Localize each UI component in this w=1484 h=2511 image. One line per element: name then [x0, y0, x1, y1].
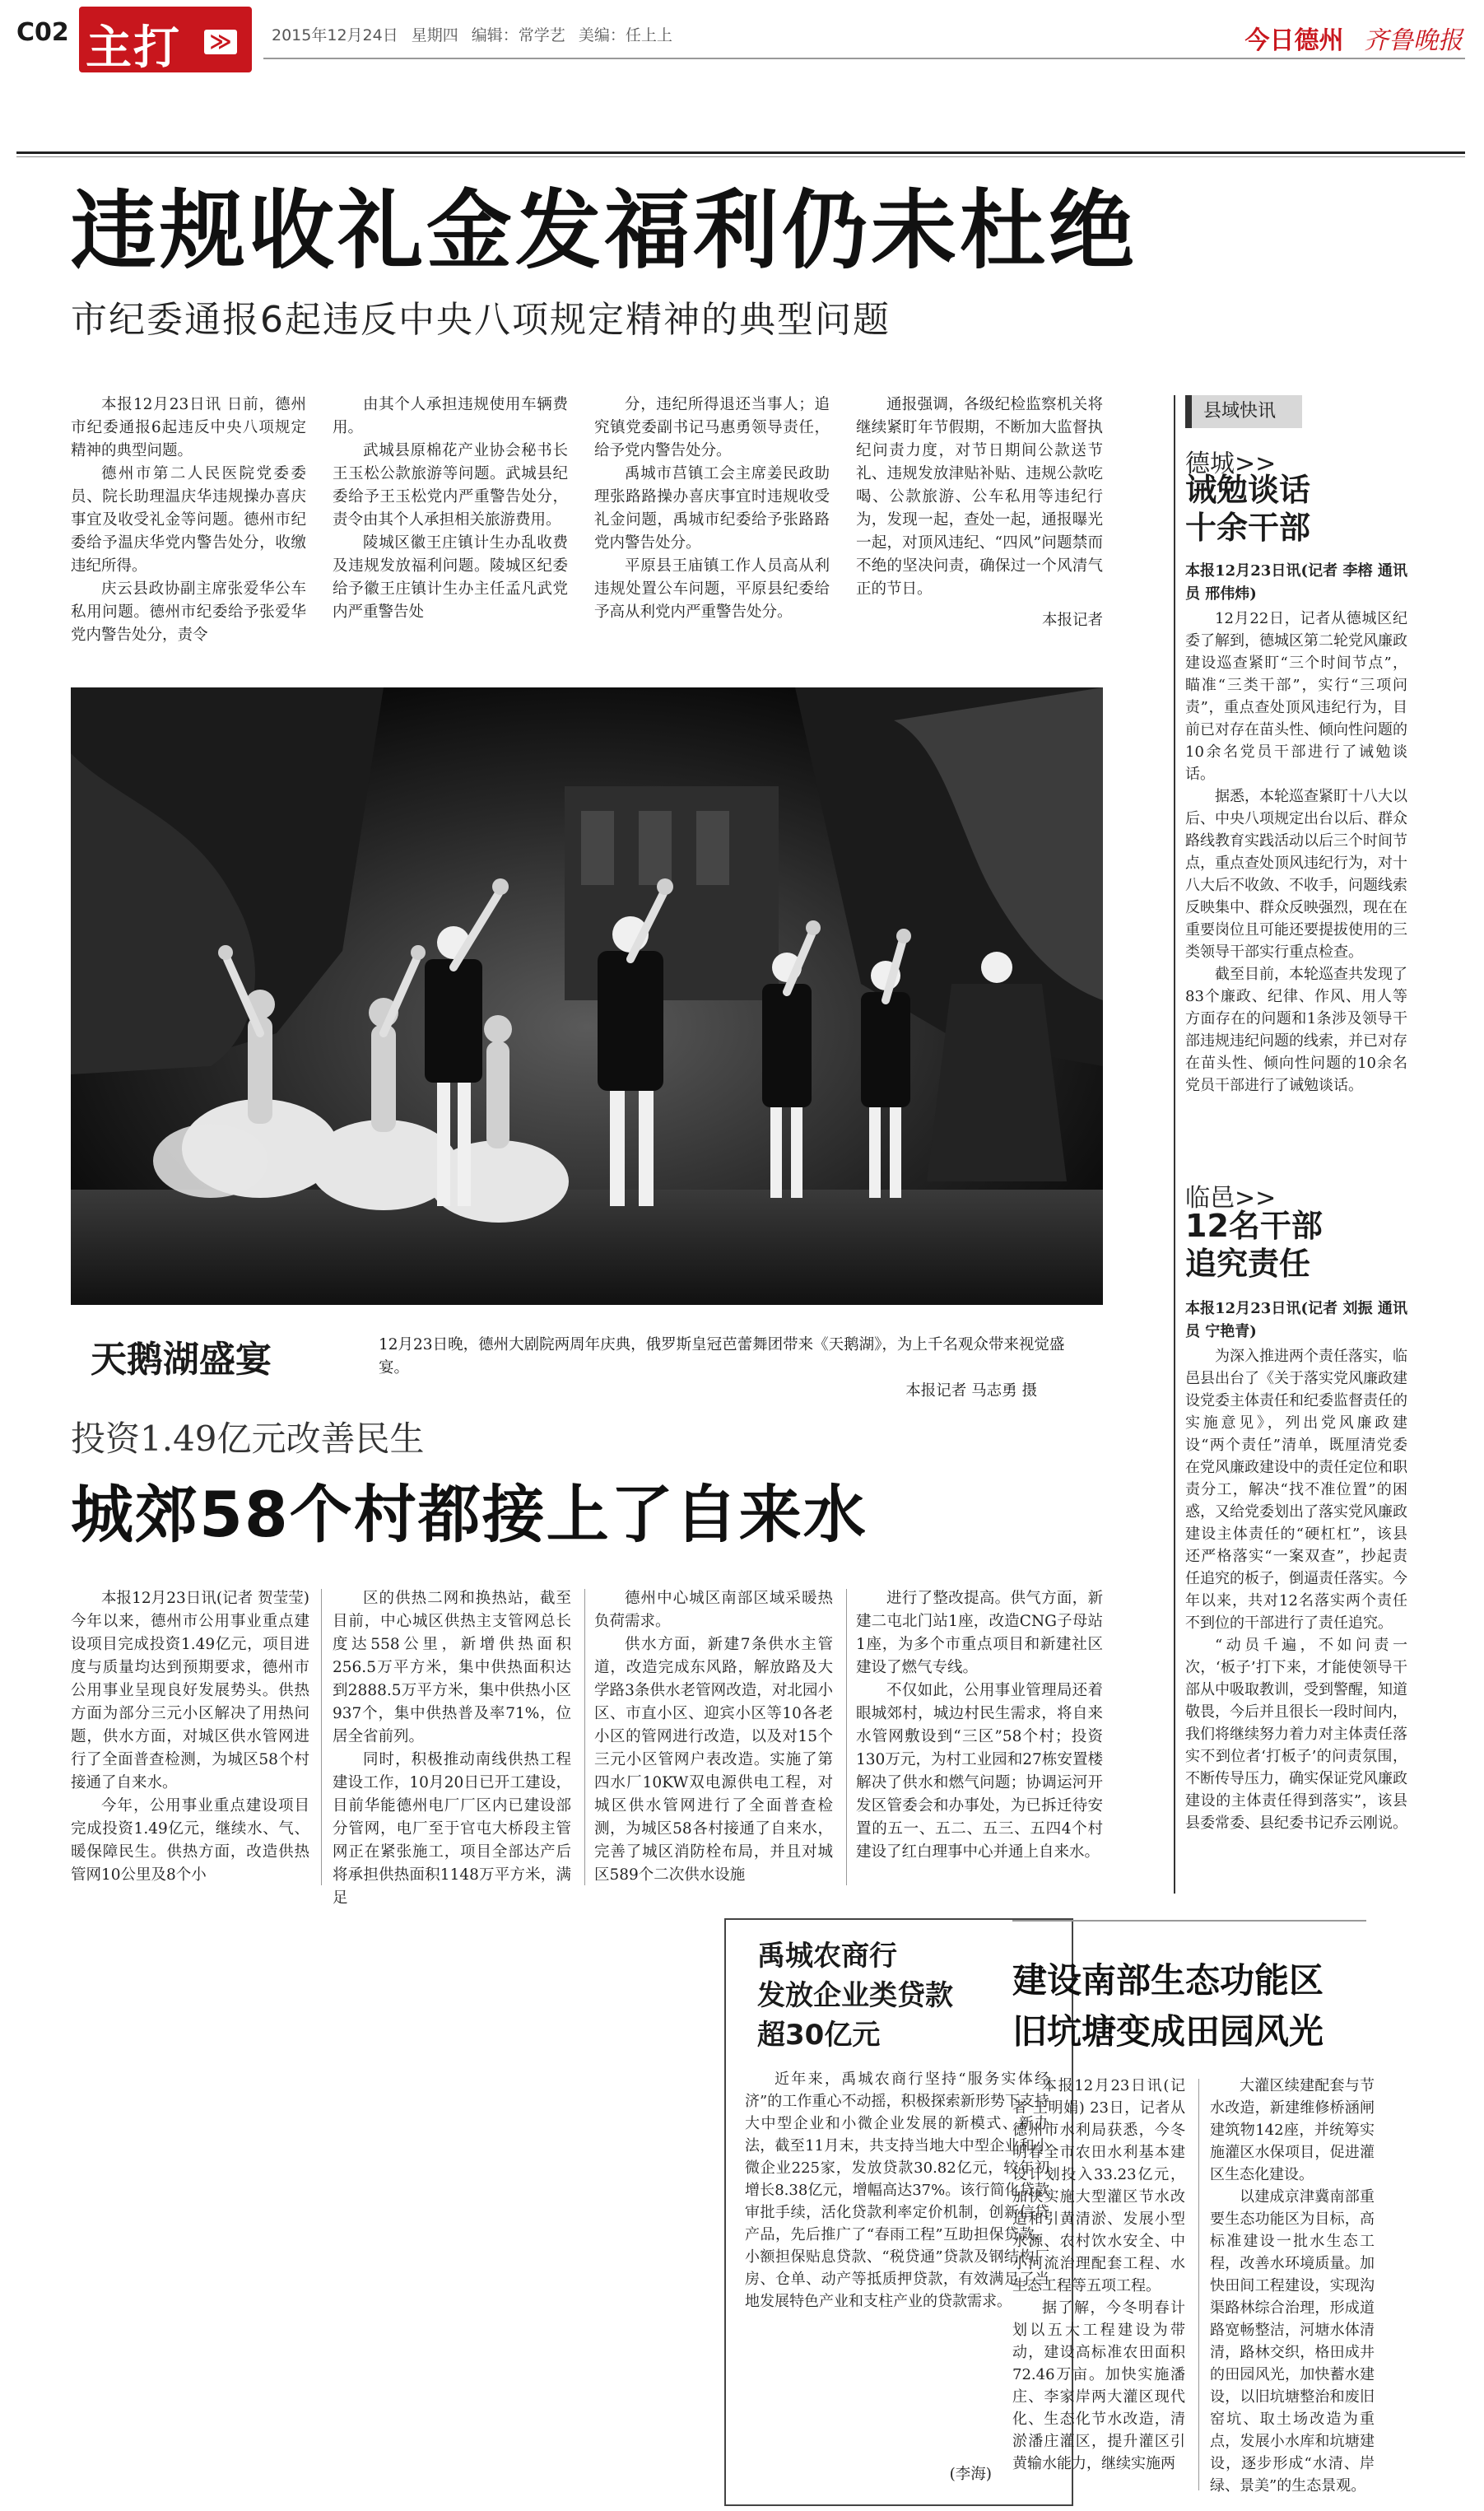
paragraph: 不仅如此，公用事业管理局还着眼城郊村，城边村民生需求，将自来水管网敷设到“三区”58个村；投资130万元，为村工业园和27栋安置楼解决了供水和燃气问题；协调运河开发区管委会和办事处，为已拆迁待安置的五一、五二、五三、五四4个村建设了红白理事中心并通上自来水。 [856, 1682, 1103, 1861]
headline-line: 12名干部 [1185, 1208, 1323, 1244]
paragraph: 近年来，禹城农商行坚持“服务实体经济”的工作重心不动摇，积极探索新形势下支持大中型企业和小微企业发展的新模式、新办法，截至11月末，共支持当地大中型企业和小微企业225家，发放贷款30.82亿元，较年初增长8.38亿元，增幅高达37%。该行简化贷款审批手续，活化贷款利率定价机制，创新信贷产品，先后推广了“春雨工程”互助担保贷款、小额担保贴息贷款、“税贷通”贷款及钢结构厂房、仓单、动产等抵质押贷款，有效满足了当地发展特色产业和支柱产业的贷款需求。 [745, 2071, 1049, 2310]
story2-headline: 城郊58个村都接上了自来水 [71, 1478, 868, 1551]
paragraph: 据了解，今冬明春计划以五大工程建设为带动，建设高标准农田面积72.46万亩。加快实施潘庄、李家岸两大灌区现代化、生态化节水改造，清淤潘庄灌区，提升灌区引黄输水能力，继续实施两 [1012, 2299, 1185, 2472]
headline-line: 十余干部 [1185, 510, 1311, 546]
page-number: C02 [16, 18, 69, 47]
box-story-byline: (李海) [949, 2466, 992, 2483]
story2-divider [584, 1589, 585, 1885]
story1-byline: 本报记者 [1041, 612, 1103, 629]
story2-column-4 [856, 1587, 1103, 1890]
paragraph: 据悉，本轮巡查紧盯十八大以后、中央八项规定出台以后、群众路线教育实践活动以后三个时间节点，重点查处顶风违纪行为，对十八大后不收敛、不收手，问题线索反映集中、群众反映强烈，现在在重要岗位且可能还要提拔使用的三类领导干部实行重点检查。 [1185, 788, 1407, 961]
sidebar-item2-headline [1185, 1207, 1323, 1283]
paragraph: 大灌区续建配套与节水改造，新建维修桥涵闸建筑物142座，并统筹实施灌区水保项目，促进灌区生态化建设。 [1210, 2077, 1375, 2183]
paragraph: 供水方面，新建7条供水主管道，改造完成东风路，解放路及大学路3条供水老管网改造，对北园小区、市直小区、迎宾小区等10各老小区的管网进行改造，以及对15个三元小区管网户表改造。实施了第四水厂10KW双电源供电工程，对城区供水管网进行了全面普查检测，为城区58各村接通了自来水，完善了城区消防栓布局，并且对城区589个二次供水设施 [594, 1636, 833, 1884]
headline-line: 禹城农商行 [757, 1940, 897, 1973]
masthead [1245, 20, 1463, 56]
story3-top-rule [1012, 1920, 1366, 1922]
story2-column-2 [333, 1587, 571, 1907]
sidebar-item1-headline [1185, 471, 1310, 547]
paragraph: 陵城区徽王庄镇计生办乱收费及违规发放福利问题。陵城区纪委给予徽王庄镇计生办主任孟凡武党内严重警告处 [333, 534, 568, 621]
paragraph: 区的供热二网和换热站，截至目前，中心城区供热主支管网总长度达558公里，新增供热面积256.5万平方米，集中供热面积达到2888.5万平方米，集中供热小区937个，集中供热普及率71%，位居全省前列。 [333, 1590, 571, 1745]
header-rule-thin [16, 156, 1465, 157]
story1-column-3 [594, 394, 830, 649]
paragraph: 分，违纪所得退还当事人；追究镇党委副书记马惠勇领导责任，给予党内警告处分。 [594, 396, 830, 459]
sidebar-rule [1174, 395, 1175, 1894]
paragraph: 庆云县政协副主席张爱华公车私用问题。德州市纪委给予张爱华党内警告处分，责令 [71, 580, 306, 644]
paragraph: 12月22日，记者从德城区纪委了解到，德城区第二轮党风廉政建设巡查紧盯“三个时间节点”，瞄准“三类干部”，实行“三项问责”，重点查处顶风违纪行为，目前已对存在苗头性、倾向性问题的10余名党员干部进行了诫勉谈话。 [1185, 610, 1407, 783]
ballet-photo [71, 687, 1103, 1305]
masthead-paper: 齐鲁晚报 [1364, 26, 1463, 55]
paragraph: 本报12月23日讯(记者 贺莹莹) 今年以来，德州市公用事业重点建设项目完成投资1.49亿元，项目进度与质量均达到预期要求，德州市公用事业呈现良好发展势头。供热方面为部分三元小区解决了用热问题，供水方面，对城区供水管网进行了全面普查检测，为城区58个村接通了自来水。 [71, 1590, 309, 1791]
sidebar-item1-body [1185, 608, 1407, 1184]
paragraph: 德州市第二人民医院党委委员、院长助理温庆华违规操办喜庆事宜及收受礼金等问题。德州市纪委给予温庆华党内警告处分，收缴违纪所得。 [71, 465, 306, 575]
story1-headline: 违规收礼金发福利仍未杜绝 [71, 180, 1138, 281]
photo-credit: 本报记者 马志勇 摄 [905, 1382, 1037, 1400]
paragraph: 本报12月23日讯 日前，德州市纪委通报6起违反中央八项规定精神的典型问题。 [71, 396, 306, 459]
paragraph: “动员千遍，不如问责一次，‘板子’打下来，才能使领导干部从中吸取教训，受到警醒，知道敬畏，今后并且很长一段时间内，我们将继续努力着力对主体责任落实不到位者‘打板子’的问责氛围，不断传导压力，确实保证党风廉政建设的主体责任得到落实”，该县县委常委、县纪委书记乔云刚说。 [1185, 1637, 1407, 1832]
paragraph: 为深入推进两个责任落实，临邑县出台了《关于落实党风廉政建设党委主体责任和纪委监督责任的实施意见》，列出党风廉政建设“两个责任”清单，既厘清党委在党风廉政建设中的责任定位和职责分工，解决“找不准位置”的困惑，又给党委划出了落实党风廉政建设主体责任的“硬杠杠”，该县还严格落实“一案双查”，抄起责任追究的板子，倒逼责任落实。今年以来，共对12名落实两个责任不到位的干部进行了责任追究。 [1185, 1348, 1407, 1632]
paragraph: 德州中心城区南部区域采暖热负荷需求。 [594, 1590, 833, 1630]
story2-divider [846, 1589, 847, 1885]
masthead-label: 今日德州 [1244, 26, 1344, 55]
paragraph: 以建成京津冀南部重要生态功能区为目标，高标准建设一批水生态工程，改善水环境质量。加快田间工程建设，实现沟渠路林综合治理，形成道路宽畅整洁，河塘水体清清，路林交织，格田成井的田园风光，加快蓄水建设，以旧坑塘整治和废旧窑坑、取土场改造为重点，发展小水库和坑塘建设，逐步形成“水清、岸绿、景美”的生态景观。 [1210, 2188, 1375, 2495]
paragraph: 通报强调，各级纪检监察机关将继续紧盯年节假期，不断加大监督执纪问责力度，对节日期间公款送节礼、违规发放津贴补贴、违规公款吃喝、公款旅游、公车私用等违纪行为，发现一起，查处一起，通报曝光一起，对顶风违纪、“四风”问题禁而不绝的坚决问责，确保过一个风清气正的节日。 [856, 396, 1103, 598]
story1-column-1 [71, 394, 306, 649]
photo-title: 天鹅湖盛宴 [91, 1339, 272, 1381]
issue-meta: 2015年12月24日 星期四 编辑：常学艺 美编：任上上 [272, 26, 672, 44]
story1-subhead: 市纪委通报6起违反中央八项规定精神的典型问题 [71, 299, 891, 341]
story2-column-3 [594, 1587, 833, 1890]
box-story-headline [757, 1936, 953, 2055]
paragraph: 平原县王庙镇工作人员高从利违规处置公车问题，平原县纪委给予高从利党内严重警告处分。 [594, 557, 830, 621]
header-rule [16, 151, 1465, 154]
photo-caption [379, 1334, 1086, 1403]
headline-line: 建设南部生态功能区 [1012, 1960, 1324, 2001]
story2-divider [321, 1589, 322, 1885]
headline-line: 旧坑塘变成田园风光 [1012, 2011, 1324, 2052]
section-title: 主打 [86, 21, 181, 75]
story3-column-1 [1012, 2075, 1185, 2495]
headline-line: 发放企业类贷款 [757, 1979, 953, 2012]
paragraph: 同时，积极推动南线供热工程建设工作，10月20日已开工建设，目前华能德州电厂厂区内已建设部分管网，电厂至于官屯大桥段主管网正在紧张施工，项目全部达产后将承担供热面积1148万平方米，满足 [333, 1751, 571, 1907]
header-underline [263, 58, 1465, 59]
story3-column-2 [1210, 2075, 1375, 2495]
story3-headline [1012, 1955, 1324, 2057]
sidebar-category: 县域快讯 [1185, 395, 1302, 428]
story3-divider [1198, 2079, 1199, 2490]
sidebar-item1-city: 德城>> [1185, 450, 1277, 478]
headline-line: 诫勉谈话 [1185, 472, 1311, 508]
headline-line: 追究责任 [1185, 1246, 1311, 1282]
story1-column-2 [333, 394, 568, 649]
sidebar-item1-byline: 本报12月23日讯(记者 李榕 通讯员 邢伟炜) [1185, 562, 1407, 603]
paragraph: 今年，公用事业重点建设项目完成投资1.49亿元，继续水、气、暖保障民生。供热方面，改造供热管网10公里及8个小 [71, 1797, 309, 1884]
sidebar-item2-body [1185, 1345, 1407, 1889]
box-story-body [745, 2068, 1049, 2455]
sidebar-item2-city: 临邑>> [1185, 1184, 1277, 1213]
paragraph: 本报12月23日讯(记者 王明娟) 23日，记者从德州市水利局获悉，今冬明春全市农田水利基本建设计划投入33.23亿元，加快实施大型灌区节水改造和引黄清淤、发展小型水源、农村饮水安全、中小河流治理配套工程、水生态工程等五项工程。 [1012, 2077, 1185, 2294]
section-arrow-icon: ≫ [204, 30, 237, 54]
story2-column-1 [71, 1587, 309, 1890]
paragraph: 禹城市莒镇工会主席姜民政助理张路路操办喜庆事宜时违规收受礼金问题，禹城市纪委给予张路路党内警告处分。 [594, 465, 830, 552]
story2-kicker: 投资1.49亿元改善民生 [71, 1419, 425, 1459]
paragraph: 由其个人承担违规使用车辆费用。 [333, 396, 568, 436]
paragraph: 截至目前，本轮巡查共发现了83个廉政、纪律、作风、用人等方面存在的问题和1条涉及领导干部违规违纪问题的线索，并已对存在苗头性、倾向性问题的10余名党员干部进行了诫勉谈话。 [1185, 966, 1407, 1094]
sidebar-item2-byline: 本报12月23日讯(记者 刘振 通讯员 宁艳青) [1185, 1300, 1407, 1340]
ballet-photo-image [71, 687, 1103, 1305]
photo-caption-text: 12月23日晚，德州大剧院两周年庆典，俄罗斯皇冠芭蕾舞团带来《天鹅湖》，为上千名观众带来视觉盛宴。 [379, 1336, 1065, 1377]
headline-line: 超30亿元 [757, 2019, 881, 2052]
paragraph: 进行了整改提高。供气方面，新建二屯北门站1座，改造CNG子母站1座，为多个市重点项目和新建社区建设了燃气专线。 [856, 1590, 1103, 1676]
paragraph: 武城县原棉花产业协会秘书长王玉松公款旅游等问题。武城县纪委给予王玉松党内严重警告处分，责令由其个人承担相关旅游费用。 [333, 442, 568, 529]
